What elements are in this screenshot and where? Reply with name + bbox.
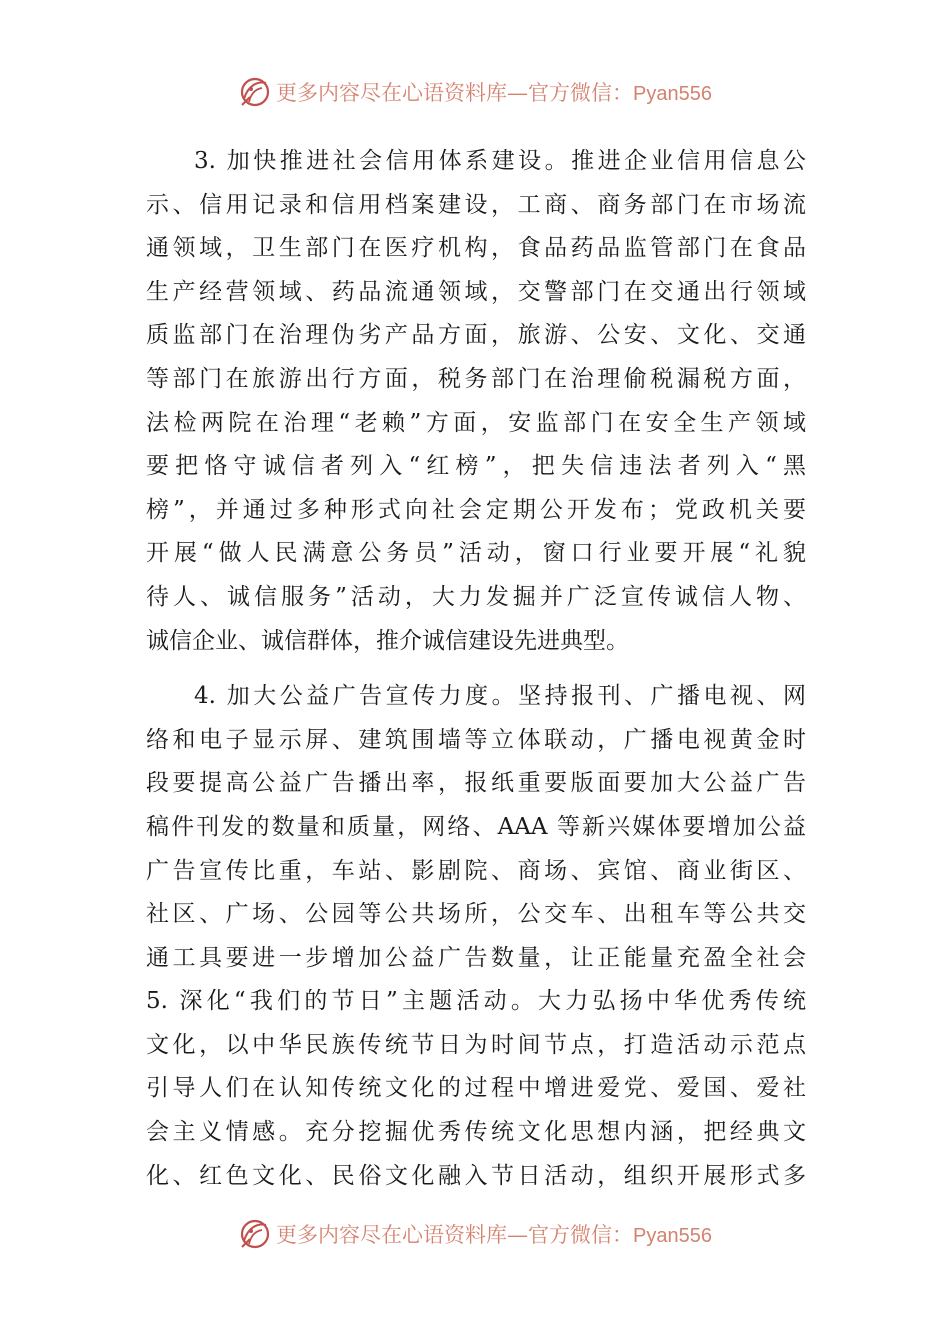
watermark-dash: — xyxy=(507,1223,529,1247)
watermark-main: 更多内容尽在心语资料库 xyxy=(276,1223,508,1247)
text-line: 5. 深化“我们的节日”主题活动。大力弘扬中华优秀传统 xyxy=(146,988,806,1015)
text-line: 络和电子显示屏、建筑围墙等立体联动，广播电视黄金时 xyxy=(146,726,806,753)
paragraph-credit-system xyxy=(146,140,806,663)
watermark-contact-label: 官方微信： xyxy=(528,1223,634,1247)
footer-watermark xyxy=(0,1214,950,1254)
watermark-dash: — xyxy=(507,81,529,105)
text-line: 生产经营领域、药品流通领域，交警部门在交通出行领域 xyxy=(146,278,806,305)
text-line: 通领域，卫生部门在医疗机构，食品药品监管部门在食品 xyxy=(146,235,806,262)
header-watermark xyxy=(0,72,950,112)
watermark-contact-id: Pyan556 xyxy=(633,83,712,105)
brand-logo-icon xyxy=(238,75,272,109)
text-line: 社区、广场、公园等公共场所，公交车、出租车等公共交 xyxy=(146,901,806,928)
paragraph-public-ads xyxy=(146,675,806,1198)
text-line: 文化，以中华民族传统节日为时间节点，打造活动示范点 xyxy=(146,1031,806,1058)
text-line: 3. 加快推进社会信用体系建设。推进企业信用信息公 xyxy=(194,148,806,174)
watermark-contact-id: Pyan556 xyxy=(633,1225,712,1247)
text-line: 质监部门在治理伪劣产品方面，旅游、公安、文化、交通 xyxy=(146,322,806,349)
text-line: 待人、诚信服务”活动，大力发掘并广泛宣传诚信人物、 xyxy=(146,583,806,610)
text-line: 段要提高公益广告播出率，报纸重要版面要加大公益广告 xyxy=(146,770,806,797)
text-line: 通工具要进一步增加公益广告数量，让正能量充盈全社会 xyxy=(146,944,806,971)
text-line: 引导人们在认知传统文化的过程中增进爱党、爱国、爱社 xyxy=(146,1075,806,1102)
text-line: 化、红色文化、民俗文化融入节日活动，组织开展形式多 xyxy=(146,1162,806,1189)
text-line: 会主义情感。充分挖掘优秀传统文化思想内涵，把经典文 xyxy=(146,1119,806,1146)
watermark-main: 更多内容尽在心语资料库 xyxy=(276,81,508,105)
text-line: 开展“做人民满意公务员”活动，窗口行业要开展“礼貌 xyxy=(146,540,806,567)
text-line: 示、信用记录和信用档案建设，工商、商务部门在市场流 xyxy=(146,191,806,218)
watermark-text xyxy=(276,77,712,107)
text-line: 4. 加大公益广告宣传力度。坚持报刊、广播电视、网 xyxy=(194,683,806,710)
text-line: 广告宣传比重，车站、影剧院、商场、宾馆、商业街区、 xyxy=(146,857,806,884)
watermark-contact-label: 官方微信： xyxy=(528,81,634,105)
text-line: 要把恪守诚信者列入“红榜”，把失信违法者列入“黑 xyxy=(146,453,806,480)
text-line: 法检两院在治理“老赖”方面，安监部门在安全生产领域 xyxy=(146,409,806,436)
document-body xyxy=(146,140,806,1210)
watermark-text xyxy=(276,1219,712,1249)
brand-logo-icon xyxy=(238,1217,272,1251)
text-line: 等部门在旅游出行方面，税务部门在治理偷税漏税方面， xyxy=(146,365,806,392)
text-line: 诚信企业、诚信群体，推介诚信建设先进典型。 xyxy=(146,627,629,654)
text-line: 稿件刊发的数量和质量，网络、AAA 等新兴媒体要增加公益 xyxy=(146,813,806,840)
text-line: 榜”，并通过多种形式向社会定期公开发布；党政机关要 xyxy=(146,496,806,523)
